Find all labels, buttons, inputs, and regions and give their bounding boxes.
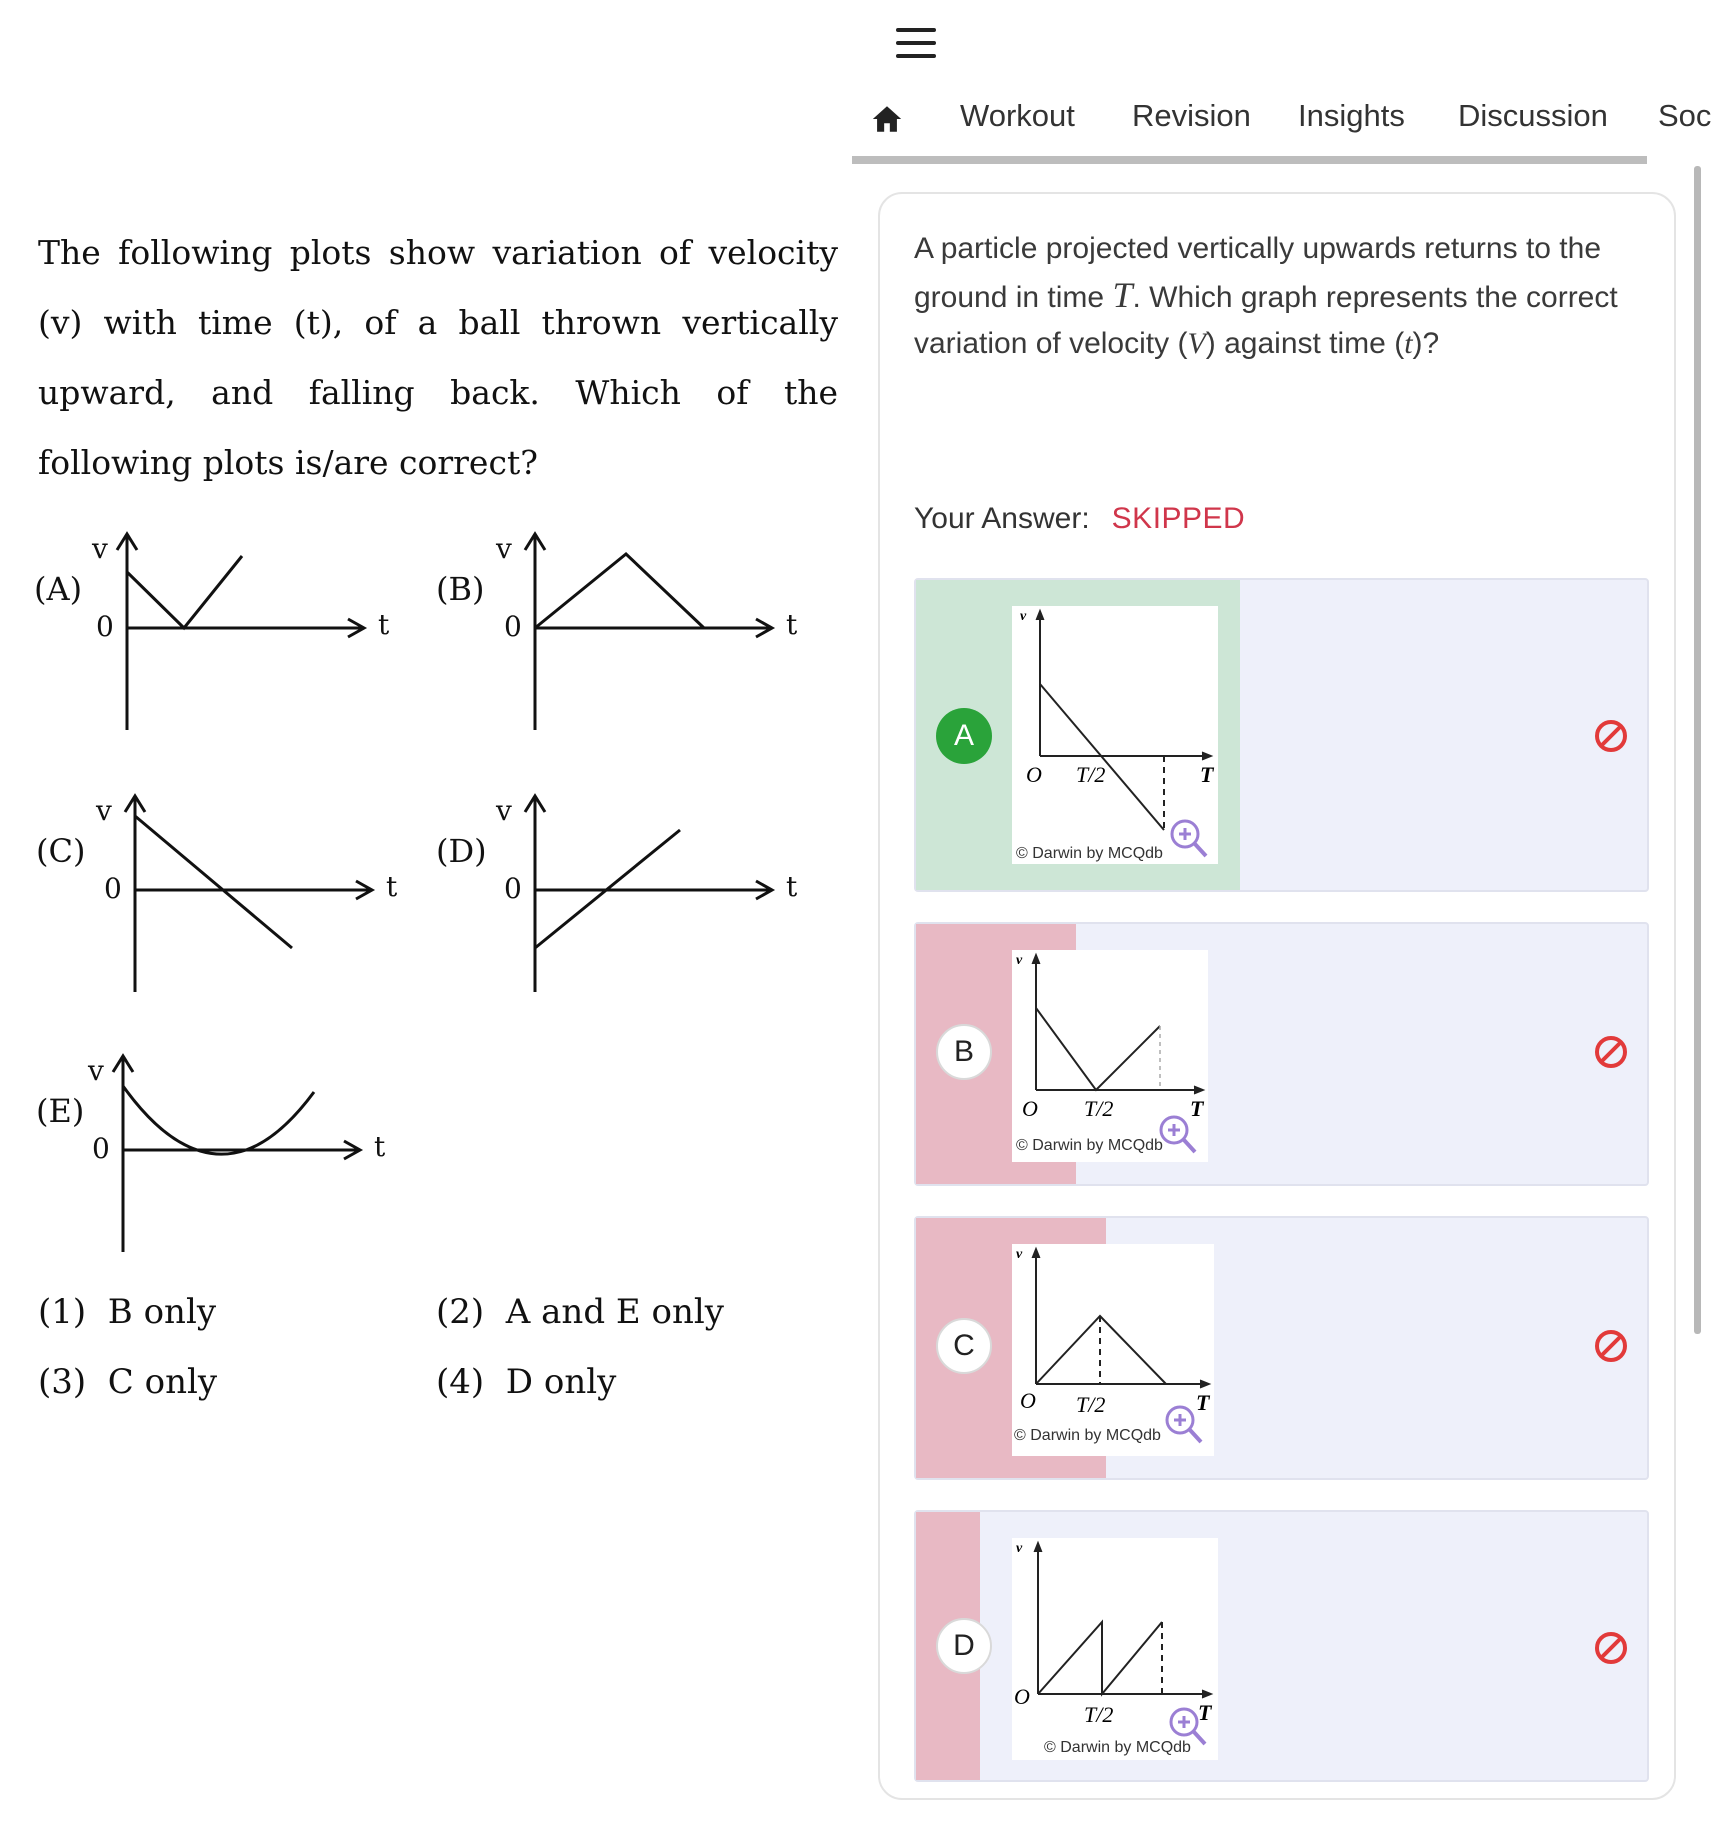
choice-d-o-label: O <box>1014 1684 1030 1709</box>
plot-e-zero: 0 <box>92 1132 110 1165</box>
choice-a-badge: A <box>936 708 992 764</box>
home-icon[interactable] <box>870 102 904 136</box>
option-1-number: (1) <box>38 1292 87 1332</box>
choice-b-v-label: v <box>1016 953 1023 968</box>
option-3-text: C only <box>107 1362 218 1402</box>
app-pane <box>852 0 1711 1839</box>
choice-a-v-label: v <box>1020 609 1027 624</box>
choice-c-o-label: O <box>1020 1388 1036 1413</box>
choice-c-credit: © Darwin by MCQdb <box>1014 1427 1161 1444</box>
option-2-number: (2) <box>436 1292 485 1332</box>
question-symbol-t: t <box>1404 327 1413 360</box>
plot-a-graph <box>34 524 414 734</box>
question-text-part: ) against time ( <box>1205 327 1405 360</box>
choice-a-graph <box>1012 606 1218 864</box>
plot-c-graph <box>34 786 414 996</box>
plot-a-t-label: t <box>378 608 390 641</box>
choice-b-badge: B <box>936 1024 992 1080</box>
choice-d-half-label: T/2 <box>1084 1702 1114 1727</box>
skip-icon <box>1593 1630 1629 1666</box>
choice-b-graph <box>1012 950 1208 1162</box>
plot-c <box>34 786 414 996</box>
zoom-icon[interactable] <box>1161 1117 1195 1152</box>
choice-d-badge: D <box>936 1618 992 1674</box>
plot-d-label: (D) <box>436 832 487 870</box>
tab-discussion[interactable]: Discussion <box>1458 98 1608 133</box>
plot-b <box>434 524 814 734</box>
option-4 <box>436 1362 616 1402</box>
option-3-number: (3) <box>38 1362 87 1402</box>
tab-bar <box>852 92 1711 158</box>
choice-a-graph-image[interactable] <box>1012 606 1218 864</box>
option-2-text: A and E only <box>505 1292 724 1332</box>
choice-c-v-label: v <box>1016 1247 1023 1262</box>
tab-workout[interactable]: Workout <box>960 98 1075 133</box>
choice-d[interactable] <box>914 1510 1649 1782</box>
plot-b-t-label: t <box>786 608 798 641</box>
question-text-part: A particle projected vertically upwards returns to the ground in time <box>914 232 1601 314</box>
choice-c-graph-image[interactable] <box>1012 1244 1214 1456</box>
choice-a-T-label: T <box>1200 762 1214 787</box>
plot-a-label: (A) <box>34 570 83 608</box>
question-text: The following plots show variation of velocity (v) with time (t), of a ball thrown vertically upward, and falling back. Which of the following plots is/are correct? <box>38 233 838 482</box>
skip-icon <box>1593 718 1629 754</box>
choice-c-badge: C <box>936 1318 992 1374</box>
choice-b-credit: © Darwin by MCQdb <box>1016 1137 1163 1154</box>
plot-e <box>34 1046 414 1256</box>
plot-d-v-label: v <box>496 794 512 827</box>
choice-d-v-label: v <box>1016 1541 1023 1556</box>
plot-e-label: (E) <box>36 1092 85 1130</box>
choice-b-graph-image[interactable] <box>1012 950 1208 1162</box>
choice-b-T-label: T <box>1190 1096 1204 1121</box>
skip-icon <box>1593 1328 1629 1364</box>
choice-b[interactable] <box>914 922 1649 1186</box>
plot-b-label: (B) <box>436 570 485 608</box>
plot-a-zero: 0 <box>96 610 114 643</box>
tab-underline <box>852 156 1647 164</box>
plot-e-t-label: t <box>374 1130 386 1163</box>
scrollbar[interactable] <box>1694 166 1701 1334</box>
choice-a-half-label: T/2 <box>1076 762 1106 787</box>
zoom-icon[interactable] <box>1172 821 1206 856</box>
choice-b-half-label: T/2 <box>1084 1096 1114 1121</box>
your-answer-row <box>914 502 1245 536</box>
plot-b-v-label: v <box>496 532 512 565</box>
plot-c-label: (C) <box>36 832 86 870</box>
option-4-text: D only <box>505 1362 617 1402</box>
skip-icon <box>1593 1034 1629 1070</box>
plot-d <box>434 786 814 996</box>
plot-c-v-label: v <box>96 794 112 827</box>
choice-d-graph <box>1012 1538 1218 1760</box>
tab-insights[interactable]: Insights <box>1298 98 1405 133</box>
plot-d-t-label: t <box>786 870 798 903</box>
choice-d-T-label: T <box>1198 1700 1212 1725</box>
question-symbol-V: V <box>1187 327 1206 360</box>
your-answer-status: SKIPPED <box>1111 502 1246 535</box>
hamburger-menu-icon[interactable] <box>896 28 936 58</box>
choice-c-T-label: T <box>1196 1390 1210 1415</box>
tab-social-partial[interactable]: Soc <box>1658 98 1711 133</box>
plot-d-graph <box>434 786 814 996</box>
question-text-part: . Which graph represents the correct variation of velocity ( <box>914 281 1618 360</box>
your-answer-label: Your Answer: <box>914 502 1090 535</box>
question-text-part: )? <box>1412 327 1440 360</box>
option-1 <box>38 1292 216 1332</box>
question-symbol-T: T <box>1112 275 1133 315</box>
choice-a-o-label: O <box>1026 762 1042 787</box>
choice-b-o-label: O <box>1022 1096 1038 1121</box>
choice-c-graph <box>1012 1244 1214 1456</box>
plot-d-zero: 0 <box>504 872 522 905</box>
question-pane <box>0 0 852 1839</box>
choice-c[interactable] <box>914 1216 1649 1480</box>
option-4-number: (4) <box>436 1362 485 1402</box>
plot-c-zero: 0 <box>104 872 122 905</box>
plot-a-v-label: v <box>92 532 108 565</box>
option-1-text: B only <box>107 1292 217 1332</box>
choice-d-graph-image[interactable] <box>1012 1538 1218 1760</box>
option-3 <box>38 1362 217 1402</box>
choice-a[interactable] <box>914 578 1649 892</box>
choice-a-credit: © Darwin by MCQdb <box>1016 845 1163 862</box>
plot-b-zero: 0 <box>504 610 522 643</box>
plot-e-v-label: v <box>88 1054 104 1087</box>
plot-a <box>34 524 414 734</box>
plot-c-t-label: t <box>386 870 398 903</box>
app-question-text <box>914 226 1654 367</box>
plot-b-graph <box>434 524 814 734</box>
choice-d-credit: © Darwin by MCQdb <box>1044 1739 1191 1756</box>
option-2 <box>436 1292 724 1332</box>
tab-revision[interactable]: Revision <box>1132 98 1251 133</box>
choice-c-half-label: T/2 <box>1076 1392 1106 1417</box>
